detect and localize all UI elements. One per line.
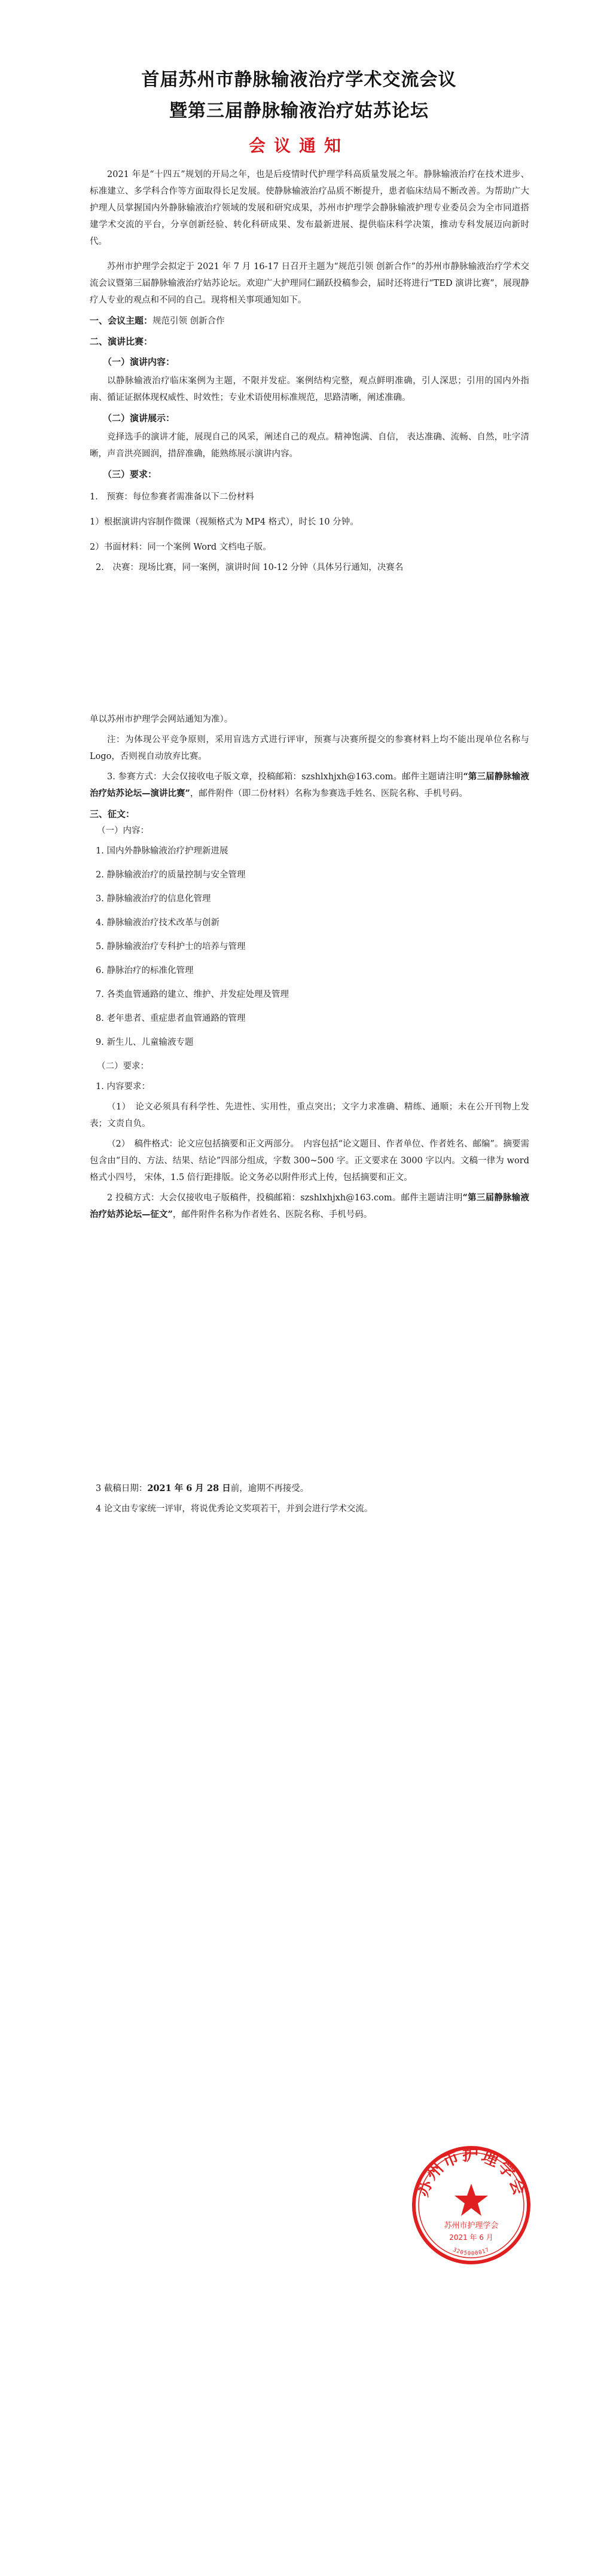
paper-req-1: 1. 内容要求： [96,1082,150,1092]
paper-deadline-pre: 3 截稿日期： [96,1484,148,1493]
paper-topics-list [90,843,529,1051]
paper-topic-item: 7. 各类血管通路的建立、维护、并发症处理及管理 [96,990,289,999]
section-theme-value: 规范引领 创新合作 [152,316,225,326]
req-3-pre: 3. 参赛方式：大会仅接收电子版文章，投稿邮箱：szshlxhjxh@163.com。邮件主题请注明 [107,772,463,782]
seal-code-text: 3205000017 [451,2246,491,2257]
intro-paragraph-1: 2021 年是“十四五”规划的开局之年，也是后疫情时代护理学科高质量发展之年。静脉输液治疗在技术进步、标准建立、多学科合作等方面取得长足发展。使静脉输液治疗品质不断提升，患者临床结局不断改善。为帮助广大护理人员掌握国内外静脉输液治疗领域的发展和研究成果，苏州市护理学会静脉输液护理专业委员会为全市同道搭建学术交流的平台，分享创新经验、转化科研成果、发布最新进展、提供临床科学决策，推动专科发展迈向新时代。 [90,170,529,246]
paper-topic-item: 3. 静脉输液治疗的信息化管理 [96,894,211,904]
req-3 [90,769,529,802]
req-1a: 1）根据演讲内容制作微课（视频格式为 MP4 格式），时长 10 分钟。 [90,517,359,527]
paper-topic-item: 1. 国内外静脉输液治疗护理新进展 [96,846,228,856]
paper-req-2-post: ，邮件附件名称为作者姓名、医院名称、手机号码。 [172,1210,373,1220]
paper-topic-item: 5. 静脉输液治疗专科护士的培养与管理 [96,942,246,952]
section-speech-heading: 二、演讲比赛： [90,336,153,347]
speech-show-text: 竞择选手的演讲才能，展现自己的风采，阐述自己的观点。精神饱满、自信， 表达准确、流畅、自然，吐字清晰，声音洪亮圆润，措辞准确，能熟练展示演讲内容。 [90,432,529,459]
paper-req-1b: （2） 稿件格式：论文应包括摘要和正文两部分。 内容包括“论文题目、作者单位、作者姓名、邮编”。摘要需包含由“目的、方法、结果、结论”四部分组成，字数 300~500 字。正文要求在 3000 字以内。文稿一律为 word 格式小四号， 宋体，1.5 倍行距排版。论文务必以附件形式上传，包括摘要和正文。 [90,1139,529,1182]
paper-topic-item: 4. 静脉输液治疗技术改革与创新 [96,918,219,928]
paper-req-heading: （二）要求： [97,1062,149,1071]
title-line-2: 暨第三届静脉输液治疗姑苏论坛 [169,100,429,121]
paper-topic-item: 9. 新生儿、儿童输液专题 [96,1038,194,1047]
note-text: 注：为体现公平竞争原则，采用盲选方式进行评审，预赛与决赛所提交的参赛材料上均不能出现单位名称与 Logo，否则视自动放弃比赛。 [90,735,529,761]
paper-req-2-subject: “第三届静脉输液治疗姑苏论坛—征文” [90,1193,529,1220]
section-theme-label: 一、会议主题： [90,315,153,326]
paper-req-2-pre: 2 投稿方式：大会仅接收电子版稿件，投稿邮箱：szshlxhjxh@163.com。邮件主题请注明 [107,1193,463,1203]
paper-deadline [96,1480,529,1497]
paper-topic-item: 8. 老年患者、重症患者血管通路的管理 [96,1014,246,1023]
seal-date-text: 2021 年 6 月 [449,2233,493,2242]
paper-topic-item: 6. 静脉治疗的标准化管理 [96,966,194,975]
seal-ring-text: 苏州市护理学会 [413,2145,530,2199]
speech-content-heading: （一）演讲内容： [103,356,175,367]
paper-deadline-post: 前，逾期不再接受。 [230,1484,309,1493]
paper-deadline-date: 2021 年 6 月 28 日 [147,1483,231,1493]
req-2: 2. 决赛：现场比赛，同一案例，演讲时间 10-12 分钟（具体另行通知，决赛名 [96,563,404,572]
seal-star-icon [454,2184,488,2216]
paper-req-1a: （1） 论文必须具有科学性、先进性、实用性，重点突出；文字力求准确、精练、通顺；未在公开刊物上发表；文责自负。 [90,1102,529,1129]
section-paper-heading: 三、征文： [90,809,135,819]
paper-req-2 [90,1190,529,1223]
req-1: 1. 预赛：每位参赛者需准备以下二份材料 [90,492,254,502]
title-line-1: 首届苏州市静脉输液治疗学术交流会议 [141,69,457,90]
speech-content-text: 以静脉输液治疗临床案例为主题，不限并发症。案例结构完整，观点鲜明准确，引人深思；引用的国内外指南、循证证据体现权威性、时效性；专业术语使用标准规范，思路清晰，阐述准确。 [90,376,529,403]
req-3-subject: “第三届静脉输液治疗姑苏论坛—演讲比赛” [90,772,529,798]
intro-paragraph-2: 苏州市护理学会拟定于 2021 年 7 月 16-17 日召开主题为“规范引领 创新合作”的苏州市静脉输液治疗学术交流会议暨第三届静脉输液治疗姑苏论坛。欢迎广大护理同仁踊跃投稿参会，届时还将进行“TED 演讲比赛”，展现静疗人专业的观点和不同的自己。现将相关事项通知如下。 [90,262,529,305]
paper-topic-item: 2. 静脉输液治疗的质量控制与安全管理 [96,870,246,880]
req-3-post: ，邮件附件（即二份材料）名称为参赛选手姓名、医院名称、手机号码。 [190,789,468,798]
notice-heading: 会议通知 [248,136,349,156]
section-theme [90,312,529,330]
req-2-continued: 单以苏州市护理学会网站通知为准）。 [90,715,233,724]
req-1b: 2）书面材料：同一个案例 Word 文档电子版。 [90,542,271,552]
speech-show-heading: （二）演讲展示： [103,413,175,423]
seal-inner-text: 苏州市护理学会 [444,2221,499,2230]
paper-req-4: 4 论文由专家统一评审，将说优秀论文奖项若干，并到会进行学术交流。 [96,1504,373,1514]
notice-body [90,166,529,1517]
official-seal-stamp [410,2144,532,2266]
speech-req-heading: （三）要求： [103,469,157,480]
paper-topics-heading: （一）内容： [97,826,149,836]
